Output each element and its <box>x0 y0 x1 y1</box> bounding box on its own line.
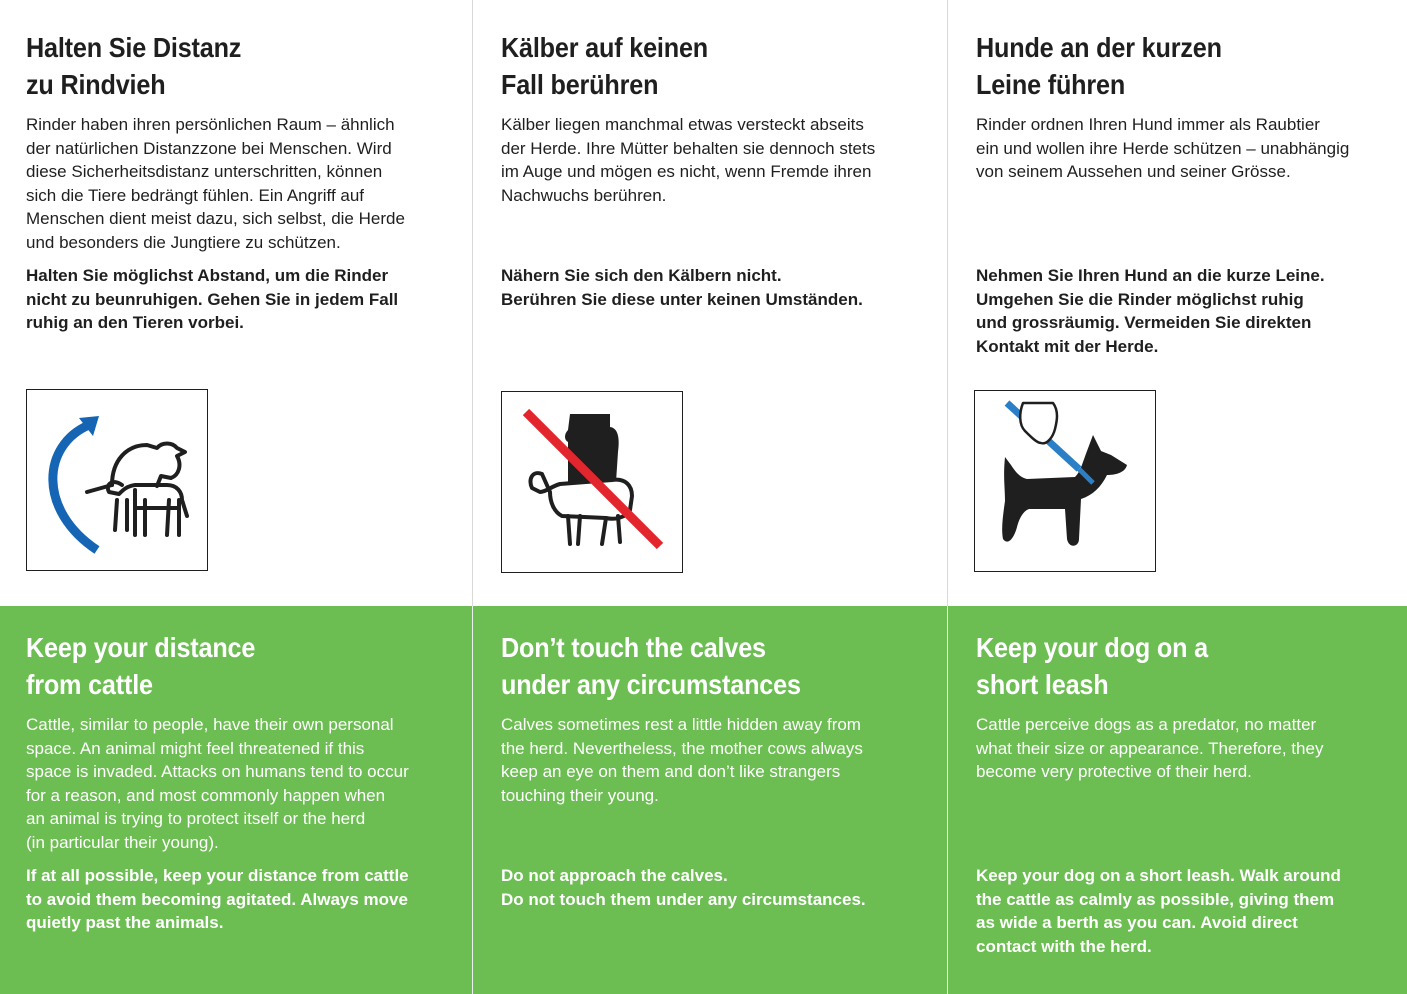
column-3-title-en <box>976 629 1354 703</box>
advice-line: Nähern Sie sich den Kälbern nicht. <box>501 266 782 285</box>
column-divider-green <box>472 606 473 994</box>
title-line: short leash <box>976 669 1109 700</box>
body-line: Menschen dient meist dazu, sich selbst, die Herde <box>26 209 405 228</box>
body-line: keep an eye on them and don’t like strangers <box>501 762 841 781</box>
column-1-title-de <box>26 29 404 103</box>
column-1-title-en <box>26 629 404 703</box>
advice-line: und grossräumig. Vermeiden Sie direkten <box>976 313 1312 332</box>
body-line: Cattle, similar to people, have their own personal <box>26 715 394 734</box>
body-line: ein und wollen ihre Herde schützen – unabhängig <box>976 138 1350 158</box>
advice-line: Keep your dog on a short leash. Walk around <box>976 866 1341 885</box>
advice-line: quietly past the animals. <box>26 913 224 932</box>
advice-line: contact with the herd. <box>976 936 1152 956</box>
title-line: Halten Sie Distanz <box>26 32 242 63</box>
column-2-body-en <box>501 713 863 807</box>
dog-leash-icon <box>974 390 1156 572</box>
body-line: space. An animal might feel threatened if this <box>26 738 365 758</box>
body-line: sich die Tiere bedrängt fühlen. Ein Angriff auf <box>26 185 365 205</box>
body-line: the herd. Nevertheless, the mother cows always <box>501 738 863 758</box>
advice-line: the cattle as calmly as possible, giving them <box>976 889 1335 909</box>
advice-line: Umgehen Sie die Rinder möglichst ruhig <box>976 289 1304 309</box>
body-line: touching their young. <box>501 785 659 805</box>
title-line: Leine führen <box>976 69 1126 100</box>
advice-line: nicht zu beunruhigen. Gehen Sie in jedem Fall <box>26 289 399 309</box>
body-line: (in particular their young). <box>26 832 219 852</box>
body-line: Cattle perceive dogs as a predator, no matter <box>976 715 1317 734</box>
body-line: von seinem Aussehen und seiner Grösse. <box>976 162 1291 181</box>
body-line: Calves sometimes rest a little hidden away from <box>501 715 861 734</box>
advice-line: Do not touch them under any circumstances. <box>501 889 866 909</box>
advice-line: Berühren Sie diese unter keinen Umständen. <box>501 289 863 309</box>
column-2-advice-de <box>501 264 863 311</box>
body-line: space is invaded. Attacks on humans tend to occur <box>26 762 409 781</box>
title-line: Keep your distance <box>26 632 256 663</box>
title-line: Keep your dog on a <box>976 632 1208 663</box>
body-line: what their size or appearance. Therefore, they <box>976 738 1324 758</box>
no-touch-calf-icon <box>501 391 683 573</box>
body-line: for a reason, and most commonly happen when <box>26 785 386 805</box>
body-line: Nachwuchs berühren. <box>501 185 667 205</box>
title-line: zu Rindvieh <box>26 69 166 100</box>
column-3-title-de <box>976 29 1354 103</box>
title-line: Fall berühren <box>501 69 659 100</box>
body-line: im Auge und mögen es nicht, wenn Fremde ihren <box>501 162 872 181</box>
column-3-german <box>976 29 1396 356</box>
advice-line: as wide a berth as you can. Avoid direct <box>976 913 1298 932</box>
column-3-english <box>976 629 1396 956</box>
body-line: Rinder haben ihren persönlichen Raum – ähnlich <box>26 115 395 134</box>
body-line: diese Sicherheitsdistanz unterschritten, können <box>26 162 383 181</box>
column-2-german <box>501 29 921 309</box>
body-line: become very protective of their herd. <box>976 762 1252 781</box>
body-line: an animal is trying to protect itself or the herd <box>26 809 366 828</box>
advice-line: to avoid them becoming agitated. Always move <box>26 889 408 909</box>
column-2-body-de <box>501 113 875 207</box>
column-1-body-en <box>26 713 409 854</box>
title-line: Kälber auf keinen <box>501 32 709 63</box>
column-3-advice-en <box>976 864 1341 958</box>
body-line: Rinder ordnen Ihren Hund immer als Raubtier <box>976 115 1320 134</box>
advice-line: Halten Sie möglichst Abstand, um die Rinder <box>26 266 389 285</box>
column-1-advice-de <box>26 264 398 335</box>
column-1-advice-en <box>26 864 409 935</box>
column-3-body-en <box>976 713 1323 784</box>
advice-line: Nehmen Sie Ihren Hund an die kurze Leine. <box>976 266 1325 285</box>
column-3-advice-de <box>976 264 1325 358</box>
advice-line: If at all possible, keep your distance from cattle <box>26 866 409 885</box>
column-2-title-de <box>501 29 879 103</box>
advice-line: Kontakt mit der Herde. <box>976 336 1159 356</box>
title-line: under any circumstances <box>501 669 801 700</box>
title-line: Hunde an der kurzen <box>976 32 1222 63</box>
column-2-title-en <box>501 629 879 703</box>
advice-line: Do not approach the calves. <box>501 866 728 885</box>
title-line: from cattle <box>26 669 153 700</box>
body-line: der natürlichen Distanzzone bei Menschen. Wird <box>26 138 392 158</box>
column-2-english <box>501 629 921 909</box>
body-line: und besonders die Jungtiere zu schützen. <box>26 232 341 252</box>
body-line: der Herde. Ihre Mütter behalten sie dennoch stets <box>501 138 876 158</box>
column-divider-green <box>947 606 948 994</box>
cattle-distance-icon <box>26 389 208 571</box>
advice-line: ruhig an den Tieren vorbei. <box>26 313 244 332</box>
title-line: Don’t touch the calves <box>501 632 766 663</box>
column-1-german <box>26 29 446 332</box>
column-1-body-de <box>26 113 405 254</box>
column-1-english <box>26 629 446 932</box>
column-2-advice-en <box>501 864 866 911</box>
column-3-body-de <box>976 113 1349 184</box>
body-line: Kälber liegen manchmal etwas versteckt abseits <box>501 115 864 134</box>
